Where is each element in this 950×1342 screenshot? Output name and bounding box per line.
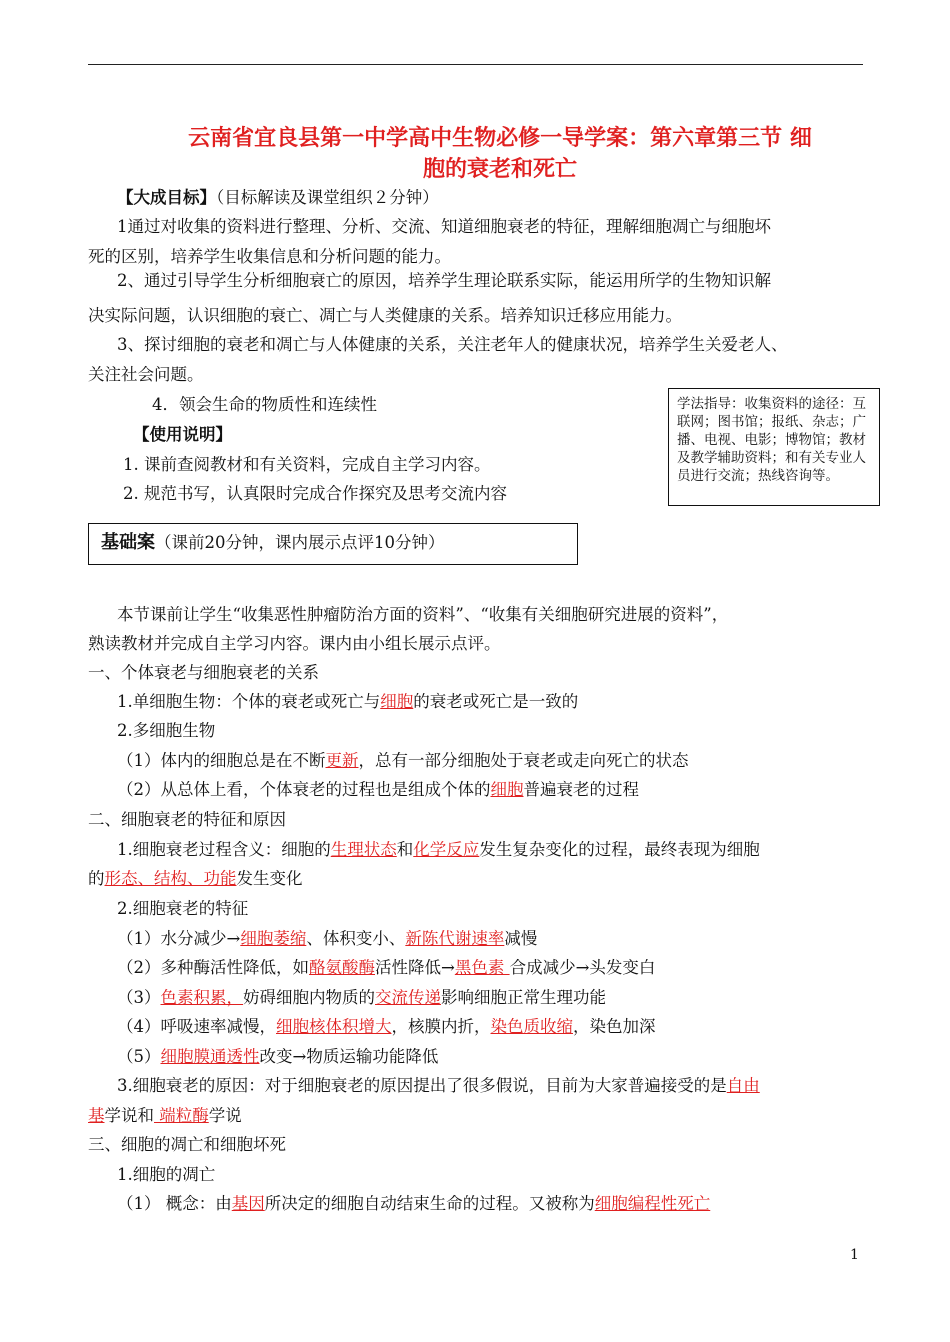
section-1-title: 一、个体衰老与细胞衰老的关系 — [88, 663, 319, 682]
usage-2: 2. 规范书写，认真限时完成合作探究及思考交流内容 — [123, 484, 507, 503]
s2-def-1: 1.细胞衰老过程含义：细胞的生理状态和化学反应发生复杂变化的过程，最终表现为细胞 — [117, 840, 760, 859]
s3-apoptosis-title: 1.细胞的凋亡 — [117, 1165, 216, 1184]
s2-def-2: 的形态、结构、功能发生变化 — [88, 869, 303, 888]
top-rule — [88, 64, 863, 65]
section-3-title: 三、细胞的凋亡和细胞坏死 — [88, 1135, 286, 1154]
goal-2a: 2、通过引导学生分析细胞衰亡的原因，培养学生理论联系实际，能运用所学的生物知识解 — [117, 271, 771, 290]
page-number: 1 — [850, 1247, 859, 1263]
s2-feature-3: （3）色素积累，妨碍细胞内物质的交流传递影响细胞正常生理功能 — [117, 988, 606, 1007]
basic-case-label: 基础案 — [101, 532, 155, 553]
goal-1b: 死的区别，培养学生收集信息和分析问题的能力。 — [88, 247, 451, 266]
goal-2b: 决实际问题，认识细胞的衰亡、凋亡与人类健康的关系。培养知识迁移应用能力。 — [88, 306, 682, 325]
doc-title-line1: 云南省宜良县第一中学高中生物必修一导学案：第六章第三节 细 — [188, 126, 812, 151]
s1-point-1: 1.单细胞生物：个体的衰老或死亡与细胞的衰老或死亡是一致的 — [117, 692, 579, 711]
s2-feature-2: （2）多种酶活性降低，如酪氨酸酶活性降低→黑色素 合成减少→头发变白 — [117, 958, 656, 977]
goals-header — [117, 186, 439, 210]
basic-case-note: （课前20分钟，课内展示点评10分钟） — [155, 533, 445, 552]
s1-point-4: （2）从总体上看，个体衰老的过程也是组成个体的细胞普遍衰老的过程 — [117, 780, 639, 799]
usage-heading: 【使用说明】 — [133, 425, 232, 444]
intro-a: 本节课前让学生“收集恶性肿瘤防治方面的资料”、“收集有关细胞研究进展的资料”， — [117, 605, 729, 624]
goal-4: 4．领会生命的物质性和连续性 — [152, 395, 377, 414]
goal-1a: 1通过对收集的资料进行整理、分析、交流、知道细胞衰老的特征，理解细胞凋亡与细胞坏 — [117, 217, 771, 236]
doc-title-line2: 胞的衰老和死亡 — [422, 157, 577, 182]
goal-3a: 3、探讨细胞的衰老和凋亡与人体健康的关系，关注老年人的健康状况，培养学生关爱老人、 — [117, 335, 788, 354]
basic-case-box — [88, 523, 578, 565]
s2-cause-1: 3.细胞衰老的原因：对于细胞衰老的原因提出了很多假说，目前为大家普遍接受的是自由 — [117, 1076, 760, 1095]
study-tip-box: 学法指导：收集资料的途径：互联网；图书馆；报纸、杂志；广播、电视、电影；博物馆；教材及教学辅助资料；和有关专业人员进行交流；热线咨询等。 — [668, 388, 880, 506]
s1-point-2: 2.多细胞生物 — [117, 721, 216, 740]
goals-note: （目标解读及课堂组织２分钟） — [216, 188, 439, 207]
s2-feature-5: （5）细胞膜通透性改变→物质运输功能降低 — [117, 1047, 439, 1066]
intro-b: 熟读教材并完成自主学习内容。课内由小组长展示点评。 — [88, 634, 501, 653]
s3-apoptosis-def: （1） 概念：由基因所决定的细胞自动结束生命的过程。又被称为细胞编程性死亡 — [117, 1194, 711, 1213]
s2-features-title: 2.细胞衰老的特征 — [117, 899, 249, 918]
goals-heading: 【大成目标】 — [117, 188, 216, 207]
s2-feature-4: （4）呼吸速率减慢，细胞核体积增大，核膜内折，染色质收缩，染色加深 — [117, 1017, 656, 1036]
section-2-title: 二、细胞衰老的特征和原因 — [88, 810, 286, 829]
usage-1: 1. 课前查阅教材和有关资料，完成自主学习内容。 — [123, 455, 491, 474]
goal-3b: 关注社会问题。 — [88, 365, 204, 384]
s1-point-3: （1）体内的细胞总是在不断更新，总有一部分细胞处于衰老或走向死亡的状态 — [117, 751, 689, 770]
s2-feature-1: （1）水分减少→细胞萎缩、体积变小、新陈代谢速率减慢 — [117, 929, 538, 948]
s2-cause-2: 基学说和 端粒酶学说 — [88, 1106, 242, 1125]
